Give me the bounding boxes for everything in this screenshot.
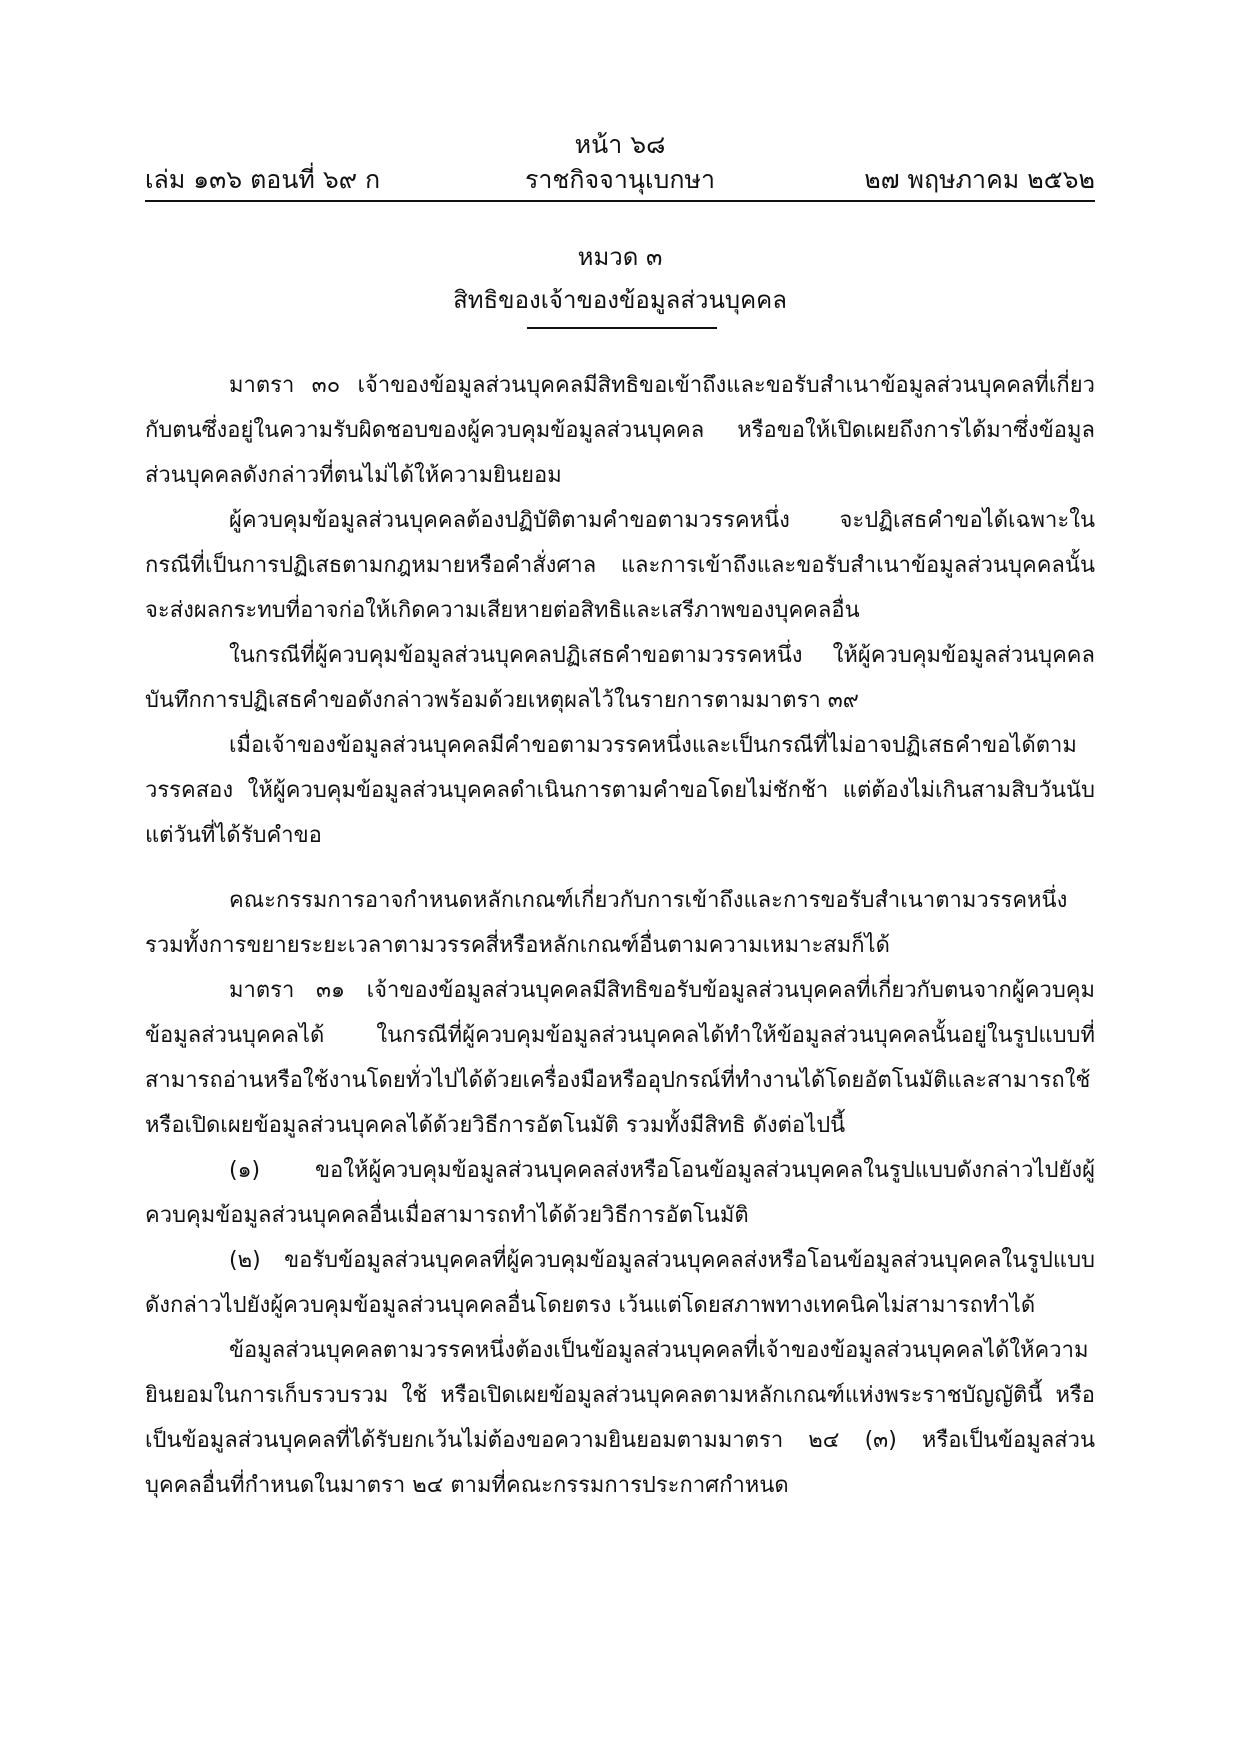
paragraph-section-31: มาตรา ๓๑ เจ้าของข้อมูลส่วนบุคคลมีสิทธิขอรับข้อมูลส่วนบุคคลที่เกี่ยวกับตนจากผู้ควบคุมข้อมูลส่วนบุคคลได้ ในกรณีที่ผู้ควบคุมข้อมูลส่วนบุคคลได้ทำให้ข้อมูลส่วนบุคคลนั้นอยู่ในรูปแบบที่สามารถอ่านหรือใช้งานโดยทั่วไปได้ด้วยเครื่องมือหรืออุปกรณ์ที่ทำงานได้โดยอัตโนมัติและสามารถใช้หรือเปิดเผยข้อมูลส่วนบุคคลได้ด้วยวิธีการอัตโนมัติ รวมทั้งมีสิทธิ ดังต่อไปนี้ [145,978,1095,1138]
chapter-title-underline [527,327,717,329]
paragraph-item-2: (๒) ขอรับข้อมูลส่วนบุคคลที่ผู้ควบคุมข้อมูลส่วนบุคคลส่งหรือโอนข้อมูลส่วนบุคคลในรูปแบบดังกล่าวไปยังผู้ควบคุมข้อมูลส่วนบุคคลอื่นโดยตรง เว้นแต่โดยสภาพทางเทคนิคไม่สามารถทำได้ [145,1248,1095,1318]
paragraph-section-30: มาตรา ๓๐ เจ้าของข้อมูลส่วนบุคคลมีสิทธิขอเข้าถึงและขอรับสำเนาข้อมูลส่วนบุคคลที่เกี่ยวกับตนซึ่งอยู่ในความรับผิดชอบของผู้ควบคุมข้อมูลส่วนบุคคล หรือขอให้เปิดเผยถึงการได้มาซึ่งข้อมูลส่วนบุคคลดังกล่าวที่ตนไม่ได้ให้ความยินยอม [145,373,1095,488]
chapter-number: หมวด ๓ [577,243,663,271]
paragraph: ข้อมูลส่วนบุคคลตามวรรคหนึ่งต้องเป็นข้อมูลส่วนบุคคลที่เจ้าของข้อมูลส่วนบุคคลได้ให้ความยินยอมในการเก็บรวบรวม ใช้ หรือเปิดเผยข้อมูลส่วนบุคคลตามหลักเกณฑ์แห่งพระราชบัญญัตินี้ หรือเป็นข้อมูลส่วนบุคคลที่ได้รับยกเว้นไม่ต้องขอความยินยอมตามมาตรา ๒๔ (๓) หรือเป็นข้อมูลส่วนบุคคลอื่นที่กำหนดในมาตรา ๒๔ ตามที่คณะกรรมการประกาศกำหนด [145,1338,1095,1498]
paragraph: เมื่อเจ้าของข้อมูลส่วนบุคคลมีคำขอตามวรรคหนึ่งและเป็นกรณีที่ไม่อาจปฏิเสธคำขอได้ตามวรรคสอง ให้ผู้ควบคุมข้อมูลส่วนบุคคลดำเนินการตามคำขอโดยไม่ชักช้า แต่ต้องไม่เกินสามสิบวันนับแต่วันที่ได้รับคำขอ [145,733,1095,848]
paragraph: คณะกรรมการอาจกำหนดหลักเกณฑ์เกี่ยวกับการเข้าถึงและการขอรับสำเนาตามวรรคหนึ่ง รวมทั้งการขยายระยะเวลาตามวรรคสี่หรือหลักเกณฑ์อื่นตามความเหมาะสมก็ได้ [145,888,1068,958]
running-header [145,163,1095,199]
header-divider [145,200,1095,202]
paragraph: ผู้ควบคุมข้อมูลส่วนบุคคลต้องปฏิบัติตามคำขอตามวรรคหนึ่ง จะปฏิเสธคำขอได้เฉพาะในกรณีที่เป็นการปฏิเสธตามกฎหมายหรือคำสั่งศาล และการเข้าถึงและขอรับสำเนาข้อมูลส่วนบุคคลนั้นจะส่งผลกระทบที่อาจก่อให้เกิดความเสียหายต่อสิทธิและเสรีภาพของบุคคลอื่น [145,508,1095,623]
paragraph: ในกรณีที่ผู้ควบคุมข้อมูลส่วนบุคคลปฏิเสธคำขอตามวรรคหนึ่ง ให้ผู้ควบคุมข้อมูลส่วนบุคคลบันทึกการปฏิเสธคำขอดังกล่าวพร้อมด้วยเหตุผลไว้ในรายการตามมาตรา ๓๙ [145,643,1095,713]
publication-date: ๒๗ พฤษภาคม ๒๕๖๒ [864,165,1095,194]
publication-name: ราชกิจจานุเบกษา [524,165,716,194]
document-body [145,363,1095,1508]
page-number: หน้า ๖๘ [574,130,666,159]
paragraph-item-1: (๑) ขอให้ผู้ควบคุมข้อมูลส่วนบุคคลส่งหรือโอนข้อมูลส่วนบุคคลในรูปแบบดังกล่าวไปยังผู้ควบคุมข้อมูลส่วนบุคคลอื่นเมื่อสามารถทำได้ด้วยวิธีการอัตโนมัติ [145,1158,1095,1228]
chapter-title: สิทธิของเจ้าของข้อมูลส่วนบุคคล [453,286,787,314]
volume-issue: เล่ม ๑๓๖ ตอนที่ ๖๙ ก [145,165,381,194]
